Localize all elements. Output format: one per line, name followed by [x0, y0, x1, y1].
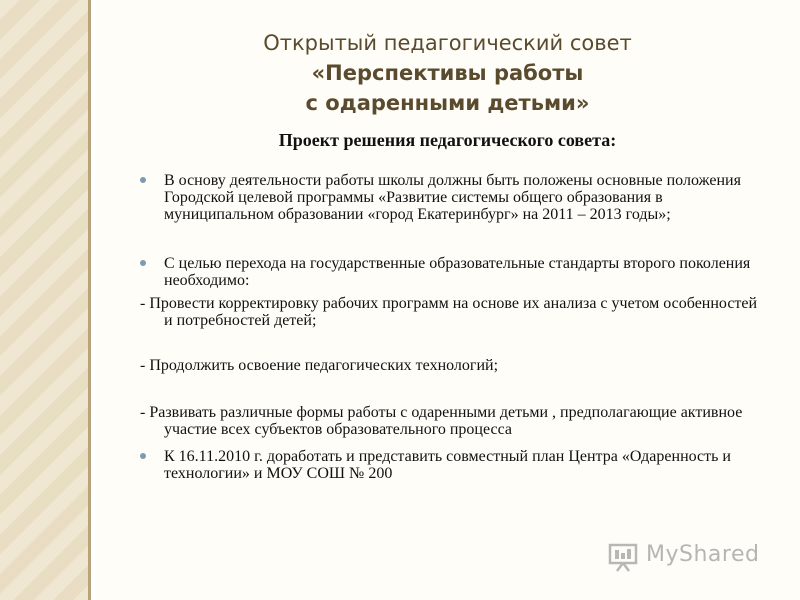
- title-line-2: «Перспективы работы: [311, 61, 584, 85]
- decorative-left-band: [0, 0, 90, 600]
- slide-content: [140, 172, 760, 482]
- watermark-logo: [604, 540, 774, 574]
- slide-title: [145, 28, 750, 118]
- bullet-icon: [140, 260, 146, 266]
- list-item-text: В основу деятельности работы школы должны быть положены основные положения Городской целевой программы «Развитие системы общего образования в муниципальном образовании «город Екатеринбург» на 2011 – 2013 годы»;: [164, 172, 741, 223]
- decorative-divider-line: [88, 0, 91, 600]
- list-item-bullet: [140, 172, 760, 223]
- list-item-bullet: [140, 448, 760, 482]
- bullet-icon: [140, 453, 146, 459]
- title-line-3: с одаренными детьми»: [305, 91, 590, 115]
- list-item-dash: - Продолжить освоение педагогических технологий;: [140, 357, 499, 374]
- list-item-text: С целью перехода на государственные образовательные стандарты второго поколения необходимо:: [164, 255, 751, 289]
- watermark-text: MyShared: [646, 542, 760, 567]
- list-item-dash: - Развивать различные формы работы с одаренными детьми , предполагающие активное участие всех субъектов образовательного процесса: [140, 404, 743, 438]
- list-item-text: К 16.11.2010 г. доработать и представить совместный план Центра «Одаренность и технологии» и МОУ СОШ № 200: [164, 448, 731, 482]
- slide-subtitle: Проект решения педагогического совета:: [278, 130, 617, 150]
- presentation-board-icon: [606, 540, 640, 574]
- list-item-dash: - Провести корректировку рабочих программ на основе их анализа с учетом особенностей и потребностей детей;: [140, 295, 758, 329]
- title-line-1: Открытый педагогический совет: [263, 31, 632, 55]
- list-item-bullet: [140, 255, 760, 289]
- bullet-icon: [140, 177, 146, 183]
